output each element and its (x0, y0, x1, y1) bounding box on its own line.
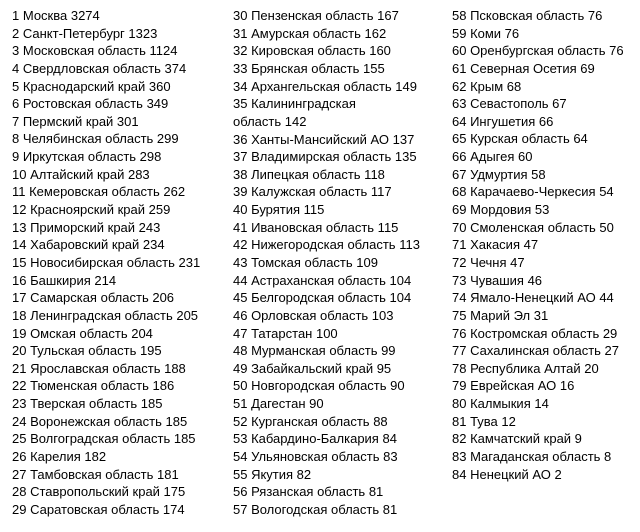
list-item: 64 Ингушетия 66 (452, 113, 554, 129)
list-item: 33 Брянская область 155 (233, 60, 385, 76)
list-item: 24 Воронежская область 185 (12, 413, 188, 429)
list-item: 72 Чечня 47 (452, 254, 525, 270)
list-item: 59 Коми 76 (452, 25, 520, 41)
list-item: 53 Кабардино-Балкария 84 (233, 431, 397, 447)
list-item: 46 Орловская область 103 (233, 307, 394, 323)
list-item: 19 Омская область 204 (12, 325, 153, 341)
list-item: 37 Владимирская область 135 (233, 149, 417, 165)
list-item: 40 Бурятия 115 (233, 202, 325, 218)
list-item: 63 Севастополь 67 (452, 96, 567, 112)
list-item: 15 Новосибирская область 231 (12, 254, 201, 270)
list-item: 55 Якутия 82 (233, 466, 312, 482)
list-item: 68 Карачаево-Черкесия 54 (452, 184, 614, 200)
list-item: 4 Свердловская область 374 (12, 60, 187, 76)
list-item: 17 Самарская область 206 (12, 290, 175, 306)
list-item: 20 Тульская область 195 (12, 343, 162, 359)
list-item: 31 Амурская область 162 (233, 25, 387, 41)
list-item: 11 Кемеровская область 262 (12, 184, 186, 200)
list-item: 32 Кировская область 160 (233, 43, 391, 59)
list-item: 52 Курганская область 88 (233, 413, 388, 429)
list-item: 43 Томская область 109 (233, 254, 378, 270)
list-item: 67 Удмуртия 58 (452, 166, 546, 182)
list-item: 54 Ульяновская область 83 (233, 449, 398, 465)
list-item: 77 Сахалинская область 27 (452, 343, 620, 359)
list-item: 30 Пензенская область 167 (233, 8, 399, 23)
list-item: 29 Саратовская область 174 (12, 501, 185, 517)
list-item: 27 Тамбовская область 181 (12, 466, 179, 482)
list-column-3 (452, 7, 638, 483)
list-item: 74 Ямало-Ненецкий АО 44 (452, 290, 614, 306)
list-item: 41 Ивановская область 115 (233, 219, 399, 235)
list-item: 13 Приморский край 243 (12, 219, 161, 235)
list-item: 34 Архангельская область 149 (233, 78, 417, 94)
list-item: 81 Тува 12 (452, 413, 516, 429)
list-item: 60 Оренбургская область 76 (452, 43, 624, 59)
list-item: 38 Липецкая область 118 (233, 166, 385, 182)
list-item: 71 Хакасия 47 (452, 237, 539, 253)
list-item: 78 Республика Алтай 20 (452, 360, 599, 376)
list-item: 49 Забайкальский край 95 (233, 360, 392, 376)
list-item: 44 Астраханская область 104 (233, 272, 412, 288)
list-item: 42 Нижегородская область 113 (233, 237, 420, 253)
list-column-1 (12, 7, 224, 519)
list-column-2 (233, 7, 445, 519)
list-item: 1 Москва 3274 (12, 8, 100, 23)
list-item: 26 Карелия 182 (12, 449, 107, 465)
list-item: 28 Ставропольский край 175 (12, 484, 186, 500)
list-item: 66 Адыгея 60 (452, 149, 533, 165)
list-item: 79 Еврейская АО 16 (452, 378, 575, 394)
list-item: 83 Магаданская область 8 (452, 449, 612, 465)
list-item: 73 Чувашия 46 (452, 272, 543, 288)
list-item: 2 Санкт-Петербург 1323 (12, 25, 158, 41)
list-item: 22 Тюменская область 186 (12, 378, 175, 394)
list-item: 35 Калининградская область 142 (233, 96, 356, 129)
list-item: 16 Башкирия 214 (12, 272, 117, 288)
list-item: 36 Ханты-Мансийский АО 137 (233, 131, 415, 147)
list-item: 65 Курская область 64 (452, 131, 588, 147)
list-item: 82 Камчатский край 9 (452, 431, 582, 447)
list-item: 56 Рязанская область 81 (233, 484, 384, 500)
list-item: 12 Красноярский край 259 (12, 202, 171, 218)
list-item: 18 Ленинградская область 205 (12, 307, 199, 323)
list-item: 45 Белгородская область 104 (233, 290, 412, 306)
list-item: 75 Марий Эл 31 (452, 307, 549, 323)
list-item: 8 Челябинская область 299 (12, 131, 179, 147)
list-item: 61 Северная Осетия 69 (452, 60, 595, 76)
list-item: 80 Калмыкия 14 (452, 396, 549, 412)
list-item: 21 Ярославская область 188 (12, 360, 186, 376)
list-item: 84 Ненецкий АО 2 (452, 466, 562, 482)
list-item: 9 Иркутская область 298 (12, 149, 162, 165)
list-item: 10 Алтайский край 283 (12, 166, 150, 182)
list-item: 39 Калужская область 117 (233, 184, 392, 200)
list-item: 7 Пермский край 301 (12, 113, 139, 129)
list-item: 23 Тверская область 185 (12, 396, 163, 412)
list-item: 50 Новгородская область 90 (233, 378, 405, 394)
list-item: 5 Краснодарский край 360 (12, 78, 171, 94)
list-item: 14 Хабаровский край 234 (12, 237, 165, 253)
list-item: 25 Волгоградская область 185 (12, 431, 196, 447)
list-item: 69 Мордовия 53 (452, 202, 550, 218)
list-item: 47 Татарстан 100 (233, 325, 338, 341)
list-item: 76 Костромская область 29 (452, 325, 618, 341)
list-item: 62 Крым 68 (452, 78, 522, 94)
list-item: 6 Ростовская область 349 (12, 96, 169, 112)
list-item: 58 Псковская область 76 (452, 8, 603, 23)
list-item: 48 Мурманская область 99 (233, 343, 396, 359)
list-item: 70 Смоленская область 50 (452, 219, 614, 235)
list-item: 51 Дагестан 90 (233, 396, 324, 412)
list-item: 57 Вологодская область 81 (233, 501, 398, 517)
list-item: 3 Московская область 1124 (12, 43, 178, 59)
